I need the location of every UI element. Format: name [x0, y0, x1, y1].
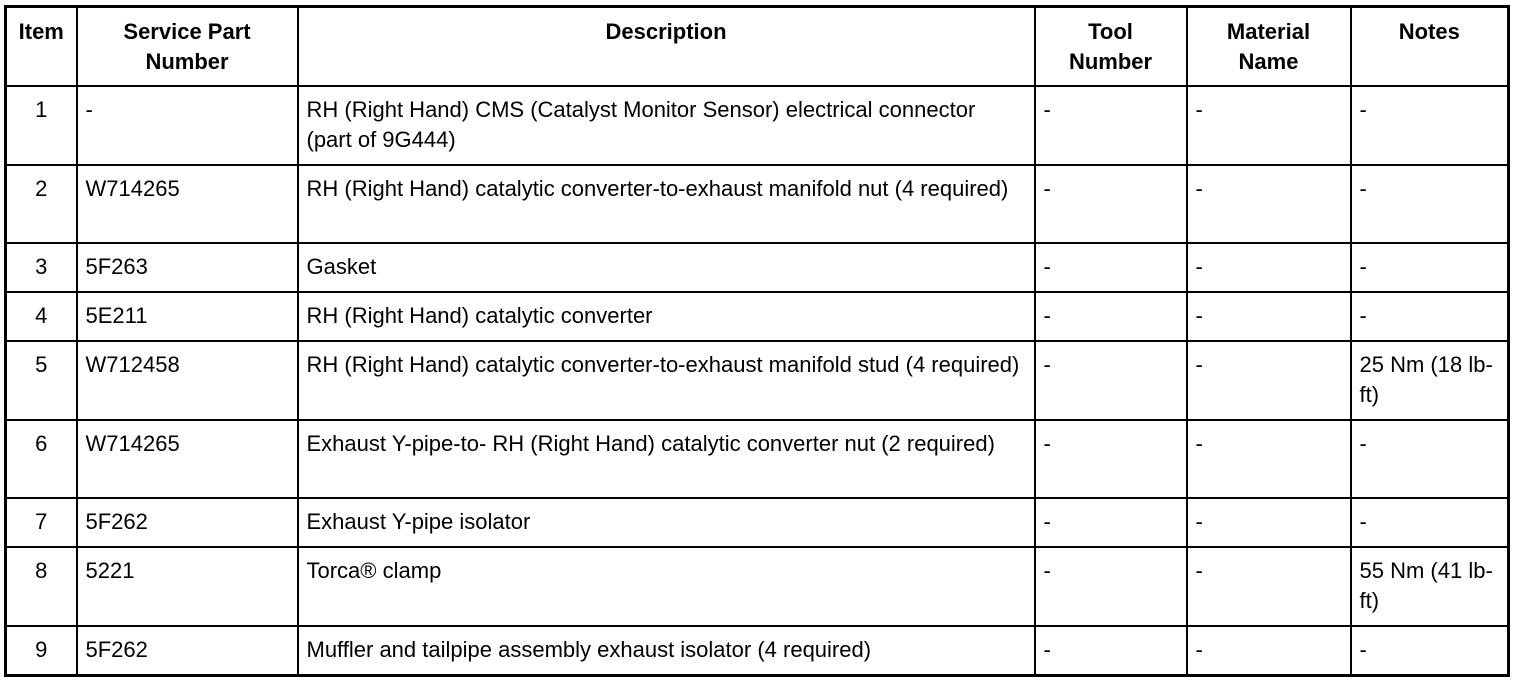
table-row	[6, 292, 1509, 341]
cell-material-name: -	[1187, 547, 1351, 626]
cell-description: Muffler and tailpipe assembly exhaust isolator (4 required)	[298, 626, 1035, 676]
cell-material-name: -	[1187, 165, 1351, 243]
header-material-name: Material Name	[1187, 7, 1351, 87]
cell-item: 6	[6, 420, 77, 498]
table-row	[6, 626, 1509, 676]
cell-part-number: -	[77, 86, 298, 165]
header-tool-number: Tool Number	[1035, 7, 1187, 87]
cell-part-number: 5E211	[77, 292, 298, 341]
cell-notes: 55 Nm (41 lb-ft)	[1351, 547, 1509, 626]
header-notes: Notes	[1351, 7, 1509, 87]
cell-material-name: -	[1187, 86, 1351, 165]
cell-item: 2	[6, 165, 77, 243]
cell-material-name: -	[1187, 626, 1351, 676]
cell-part-number: W714265	[77, 420, 298, 498]
header-row	[6, 7, 1509, 87]
cell-tool-number: -	[1035, 292, 1187, 341]
cell-part-number: W714265	[77, 165, 298, 243]
cell-description: RH (Right Hand) catalytic converter-to-exhaust manifold stud (4 required)	[298, 341, 1035, 420]
cell-material-name: -	[1187, 498, 1351, 547]
cell-part-number: W712458	[77, 341, 298, 420]
cell-tool-number: -	[1035, 547, 1187, 626]
cell-tool-number: -	[1035, 86, 1187, 165]
cell-item: 1	[6, 86, 77, 165]
table-row	[6, 547, 1509, 626]
table-row	[6, 243, 1509, 292]
cell-part-number: 5F262	[77, 498, 298, 547]
cell-notes: -	[1351, 86, 1509, 165]
cell-description: RH (Right Hand) catalytic converter	[298, 292, 1035, 341]
header-service-part-number: Service Part Number	[77, 7, 298, 87]
table-row	[6, 420, 1509, 498]
cell-material-name: -	[1187, 341, 1351, 420]
cell-description: Torca® clamp	[298, 547, 1035, 626]
table-row	[6, 86, 1509, 165]
cell-material-name: -	[1187, 243, 1351, 292]
cell-material-name: -	[1187, 292, 1351, 341]
cell-part-number: 5F263	[77, 243, 298, 292]
cell-part-number: 5F262	[77, 626, 298, 676]
parts-table	[4, 5, 1510, 677]
cell-notes: -	[1351, 498, 1509, 547]
cell-tool-number: -	[1035, 498, 1187, 547]
table-row	[6, 165, 1509, 243]
header-item: Item	[6, 7, 77, 87]
cell-notes: 25 Nm (18 lb-ft)	[1351, 341, 1509, 420]
cell-notes: -	[1351, 626, 1509, 676]
cell-item: 4	[6, 292, 77, 341]
cell-notes: -	[1351, 165, 1509, 243]
table-row	[6, 341, 1509, 420]
cell-tool-number: -	[1035, 626, 1187, 676]
cell-description: Exhaust Y-pipe isolator	[298, 498, 1035, 547]
cell-tool-number: -	[1035, 420, 1187, 498]
table-row	[6, 498, 1509, 547]
cell-tool-number: -	[1035, 165, 1187, 243]
cell-notes: -	[1351, 292, 1509, 341]
cell-description: RH (Right Hand) catalytic converter-to-exhaust manifold nut (4 required)	[298, 165, 1035, 243]
cell-material-name: -	[1187, 420, 1351, 498]
cell-part-number: 5221	[77, 547, 298, 626]
cell-description: Exhaust Y-pipe-to- RH (Right Hand) catalytic converter nut (2 required)	[298, 420, 1035, 498]
cell-item: 8	[6, 547, 77, 626]
cell-item: 9	[6, 626, 77, 676]
header-description: Description	[298, 7, 1035, 87]
cell-notes: -	[1351, 420, 1509, 498]
cell-item: 3	[6, 243, 77, 292]
cell-item: 7	[6, 498, 77, 547]
cell-description: Gasket	[298, 243, 1035, 292]
cell-notes: -	[1351, 243, 1509, 292]
cell-item: 5	[6, 341, 77, 420]
cell-tool-number: -	[1035, 243, 1187, 292]
cell-description: RH (Right Hand) CMS (Catalyst Monitor Sensor) electrical connector (part of 9G444)	[298, 86, 1035, 165]
cell-tool-number: -	[1035, 341, 1187, 420]
